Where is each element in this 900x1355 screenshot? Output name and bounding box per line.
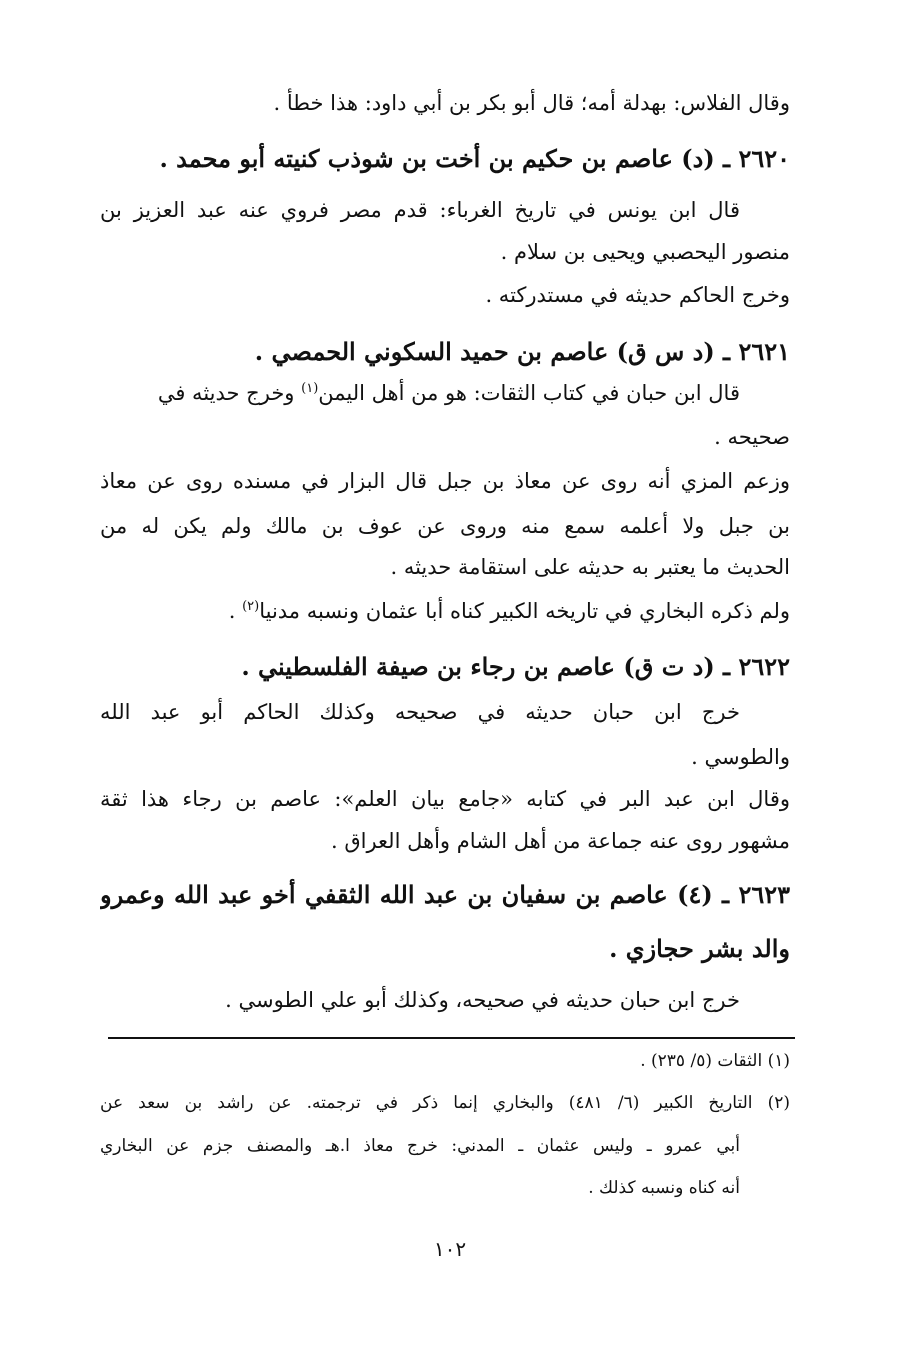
text-line-12 <box>100 596 790 626</box>
entry-heading-2620: ٢٦٢٠ ـ (د) عاصم بن حكيم بن أخت بن شوذب كنيته أبو محمد . <box>159 144 790 173</box>
text-line-9: وزعم المزي أنه روى عن معاذ بن جبل قال البزار في مسنده روى عن معاذ <box>100 469 790 493</box>
entry-heading-2621: ٢٦٢١ ـ (د س ق) عاصم بن حميد السكوني الحمصي . <box>254 337 790 366</box>
text-line-7 <box>100 378 740 408</box>
entry-heading-2623: ٢٦٢٣ ـ (٤) عاصم بن سفيان بن عبد الله الثقفي أخو عبد الله وعمرو <box>100 880 790 909</box>
text-line-16: وقال ابن عبد البر في كتابه «جامع بيان العلم»: عاصم بن رجاء هذا ثقة <box>100 787 790 811</box>
text-segment: وخرج حديثه في <box>157 381 302 405</box>
footnote-1: (١) الثقات (٥/ ٢٣٥) . <box>640 1051 790 1071</box>
entry-heading-2623-cont: والد بشر حجازي . <box>609 934 790 963</box>
text-line-1: وقال الفلاس: بهدلة أمه؛ قال أبو بكر بن أبي داود: هذا خطأ . <box>273 91 790 115</box>
text-line-4: منصور اليحصبي ويحيى بن سلام . <box>500 240 790 264</box>
text-line-10: بن جبل ولا أعلمه سمع منه وروى عن عوف بن مالك ولم يكن له من <box>100 514 790 538</box>
text-segment: ولم ذكره البخاري في تاريخه الكبير كناه أبا عثمان ونسبه مدنيا <box>259 599 790 623</box>
text-line-15: والطوسي . <box>691 745 790 769</box>
footnote-2-cont: أبي عمرو ـ وليس عثمان ـ المدني: خرج معاذ ا.هـ والمصنف جزم عن البخاري <box>100 1136 740 1156</box>
footnote-separator <box>108 1037 795 1039</box>
text-line-11: الحديث ما يعتبر به حديثه على استقامة حديثه . <box>390 555 790 579</box>
footnote-2-end: أنه كناه ونسبه كذلك . <box>588 1178 740 1198</box>
page-number: ١٠٢ <box>433 1237 467 1261</box>
text-segment: قال ابن حبان في كتاب الثقات: هو من أهل اليمن <box>318 381 740 405</box>
text-line-3: قال ابن يونس في تاريخ الغرباء: قدم مصر فروي عنه عبد العزيز بن <box>100 198 740 222</box>
entry-heading-2622: ٢٦٢٢ ـ (د ت ق) عاصم بن رجاء بن صيفة الفلسطيني . <box>241 652 790 681</box>
text-line-20: خرج ابن حبان حديثه في صحيحه، وكذلك أبو علي الطوسي . <box>225 988 740 1012</box>
footnote-ref-1: (١) <box>301 381 319 396</box>
text-line-14: خرج ابن حبان حديثه في صحيحه وكذلك الحاكم أبو عبد الله <box>100 700 740 724</box>
footnote-2: (٢) التاريخ الكبير (٦/ ٤٨١) والبخاري إنما ذكر في ترجمته. عن راشد بن سعد عن <box>100 1093 790 1113</box>
text-line-5: وخرج الحاكم حديثه في مستدركته . <box>485 283 790 307</box>
footnote-ref-2: (٢) <box>242 599 260 614</box>
text-line-8: صحيحه . <box>714 425 790 449</box>
text-line-17: مشهور روى عنه جماعة من أهل الشام وأهل العراق . <box>330 829 790 853</box>
text-segment: . <box>228 599 243 623</box>
